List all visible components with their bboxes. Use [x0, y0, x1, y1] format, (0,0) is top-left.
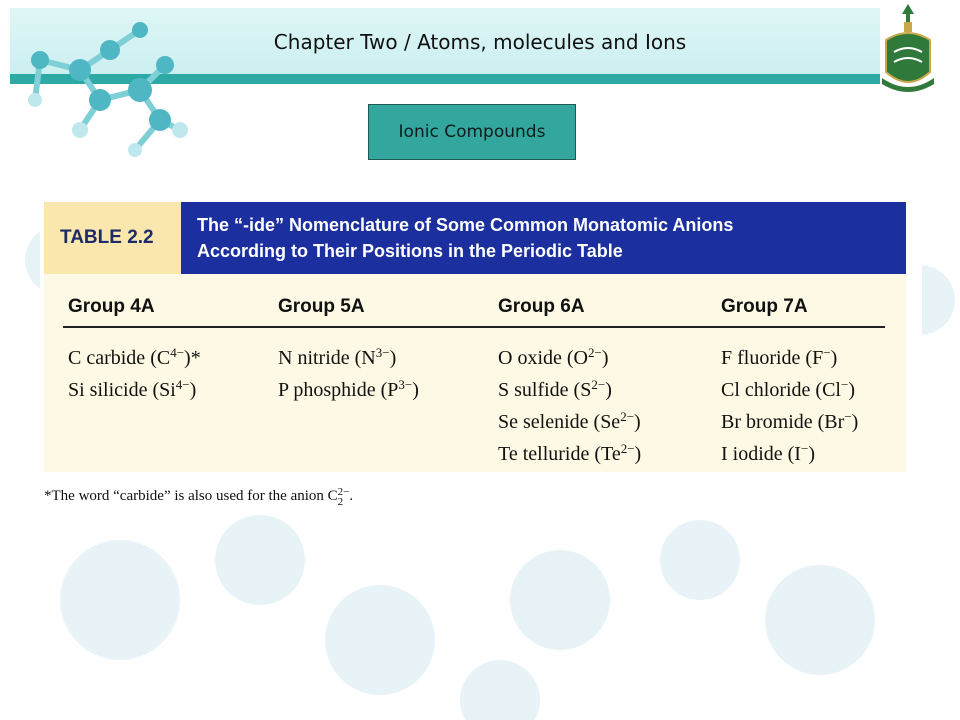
group-5a-entries — [278, 342, 419, 406]
anion-entry: C carbide $(C^{4-})*$ — [68, 345, 201, 369]
anion-entry: Br bromide (Br−) — [721, 409, 859, 433]
ion-charge: 3− — [375, 345, 390, 360]
table-title-bar — [181, 202, 906, 274]
anion-entry: F fluoride (F−) — [721, 345, 838, 369]
ion-charge: 2− — [587, 345, 602, 360]
column-header-group-7a: Group 7A — [721, 296, 808, 317]
ion-charge: − — [823, 345, 831, 360]
anion-entry: N nitride $(N^{3-})$ — [278, 345, 397, 369]
ion-charge: 2− — [620, 409, 635, 424]
anion-entry: Cl chloride (Cl−) — [721, 377, 855, 401]
ion-charge: 3− — [398, 377, 413, 392]
section-label-box: Ionic Compounds — [368, 104, 576, 160]
anion-entry: S sulfide $(S^{2-})$ — [498, 377, 612, 401]
anion-entry: Si silicide $(Si^{4-})$ — [68, 377, 197, 401]
ion-charge: 2− — [591, 377, 606, 392]
footnote-ion-script: 2− 2 — [337, 486, 350, 508]
ion-charge: − — [800, 441, 809, 456]
column-header-group-4a: Group 4A — [68, 296, 155, 317]
anion-entry: Te telluride $(Te^{2-})$ — [498, 441, 642, 465]
ion-charge: 4− — [170, 345, 185, 360]
table-title-line-1: The “-ide” Nomenclature of Some Common Monatomic Anions — [197, 215, 734, 235]
anion-entry: Se selenide $(Se^{2-})$ — [498, 409, 641, 433]
table-footnote: *The word “carbide” is also used for the anion C 2− 2 . — [44, 486, 354, 508]
university-seal-icon — [880, 0, 936, 96]
group-6a-entries — [498, 342, 641, 470]
anion-entry: P phosphide $(P^{3-})$ — [278, 377, 419, 401]
ion-charge: 4− — [175, 377, 190, 392]
ion-charge: − — [844, 409, 852, 424]
anion-entry: O oxide $(O^{2-})$ — [498, 345, 609, 369]
anion-entry: I iodide (I−) — [721, 441, 815, 465]
chapter-title: Chapter Two / Atoms, molecules and Ions — [273, 30, 687, 54]
table-tag: TABLE 2.2 — [44, 202, 181, 274]
column-header-group-6a: Group 6A — [498, 296, 585, 317]
table-title-line-2: According to Their Positions in the Periodic Table — [197, 241, 623, 261]
table-panel — [44, 202, 906, 472]
group-4a-entries — [68, 342, 201, 406]
group-7a-entries — [721, 342, 858, 470]
ion-charge: 2− — [620, 441, 635, 456]
nomenclature-table — [40, 196, 922, 514]
header-rule — [63, 326, 885, 328]
column-header-group-5a: Group 5A — [278, 296, 365, 317]
ion-charge: − — [840, 377, 849, 392]
